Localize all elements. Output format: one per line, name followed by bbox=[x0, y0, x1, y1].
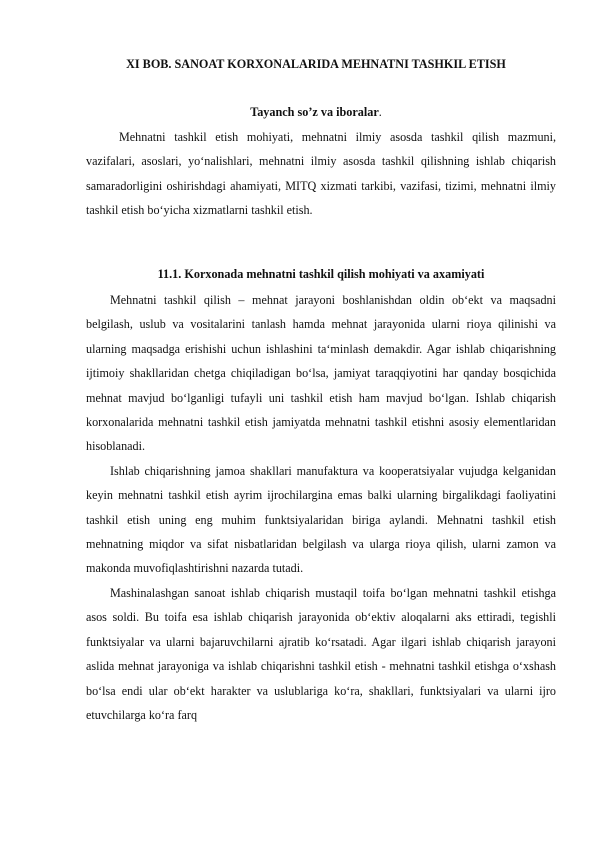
keywords-heading bbox=[86, 104, 546, 120]
section-title: 11.1. Korxonada mehnatni tashkil qilish mohiyati va axamiyati bbox=[157, 267, 485, 281]
keywords-paragraph: Mehnatni tashkil etish mohiyati, mehnatni ilmiy asosda tashkil qilish mazmuni, vazifalari, asoslari, yo‘nalishlari, mehnatni ilmiy asosda tashkil qilishning ishlab chiqarish samaradorligini oshirishdagi ahamiyati, MITQ xizmati tarkibi, vazifasi, tizimi, mehnatni ilmiy tashkil etish bo‘yicha xizmatlarni tashkil etish. bbox=[86, 130, 556, 218]
keywords-block bbox=[86, 125, 556, 223]
section-body bbox=[86, 288, 556, 727]
body-paragraph-1: Mehnatni tashkil qilish – mehnat jarayoni boshlanishdan oldin ob‘ekt va maqsadni belgilash, uslub va vositalarini tanlash hamda mehnat jarayonida ularni rioya qilinishi va ularning maqsadga erishishi uchun ishlashini ta‘minlash demakdir. Agar ishlab chiqarishning ijtimoiy shakllaridan chetga chiqiladigan bo‘lsa, jamiyat taraqqiyotini har qanday bosqichida mehnat mavjud bo‘lganligi tufayli uni tashkil etish ham mavjud bo‘lgan. Ishlab chiqarish korxonalarida mehnatni tashkil etish jamiyatda mehnatni tashkil etishni asosiy elementlaridan hisoblanadi. bbox=[86, 293, 556, 454]
chapter-title: XI BOB. SANOAT KORXONALARIDA MEHNATNI TASHKIL ETISH bbox=[126, 57, 506, 71]
keywords-heading-period: . bbox=[378, 105, 382, 119]
body-paragraph-2: Ishlab chiqarishning jamoa shakllari manufaktura va kooperatsiyalar vujudga kelganidan keyin mehnatni tashkil etish ayrim ijrochilargina emas balki ularning birgalikdagi faoliyatini tashkil etish uning eng muhim funktsiyalaridan biriga aylandi. Mehnatni tashkil etish mehnatning miqdor va sifat nisbatlaridan belgilash va ularga rioya qilish, ularni zamon va makonda muvofiqlashtirishni nazarda tutadi. bbox=[86, 463, 556, 576]
keywords-heading-text: Tayanch so’z va iboralar bbox=[250, 105, 379, 119]
body-paragraph-3: Mashinalashgan sanoat ishlab chiqarish mustaqil toifa bo‘lgan mehnatni tashkil etishga asos soldi. Bu toifa esa ishlab chiqarish jarayonida ob‘ektiv aloqalarni aks ettiradi, tegishli funktsiyalar va ularni bajaruvchilarni ajratib ko‘rsatadi. Agar ilgari ishlab chiqarish jarayoni aslida mehnat jarayoniga va ishlab chiqarishni tashkil etish - mehnatni tashkil etishga o‘xshash bo‘lsa endi ular ob‘ekt harakter va uslublariga ko‘ra, shakllari, funktsiyalari va ularni ijro etuvchilarga ko‘ra farq bbox=[86, 585, 556, 722]
